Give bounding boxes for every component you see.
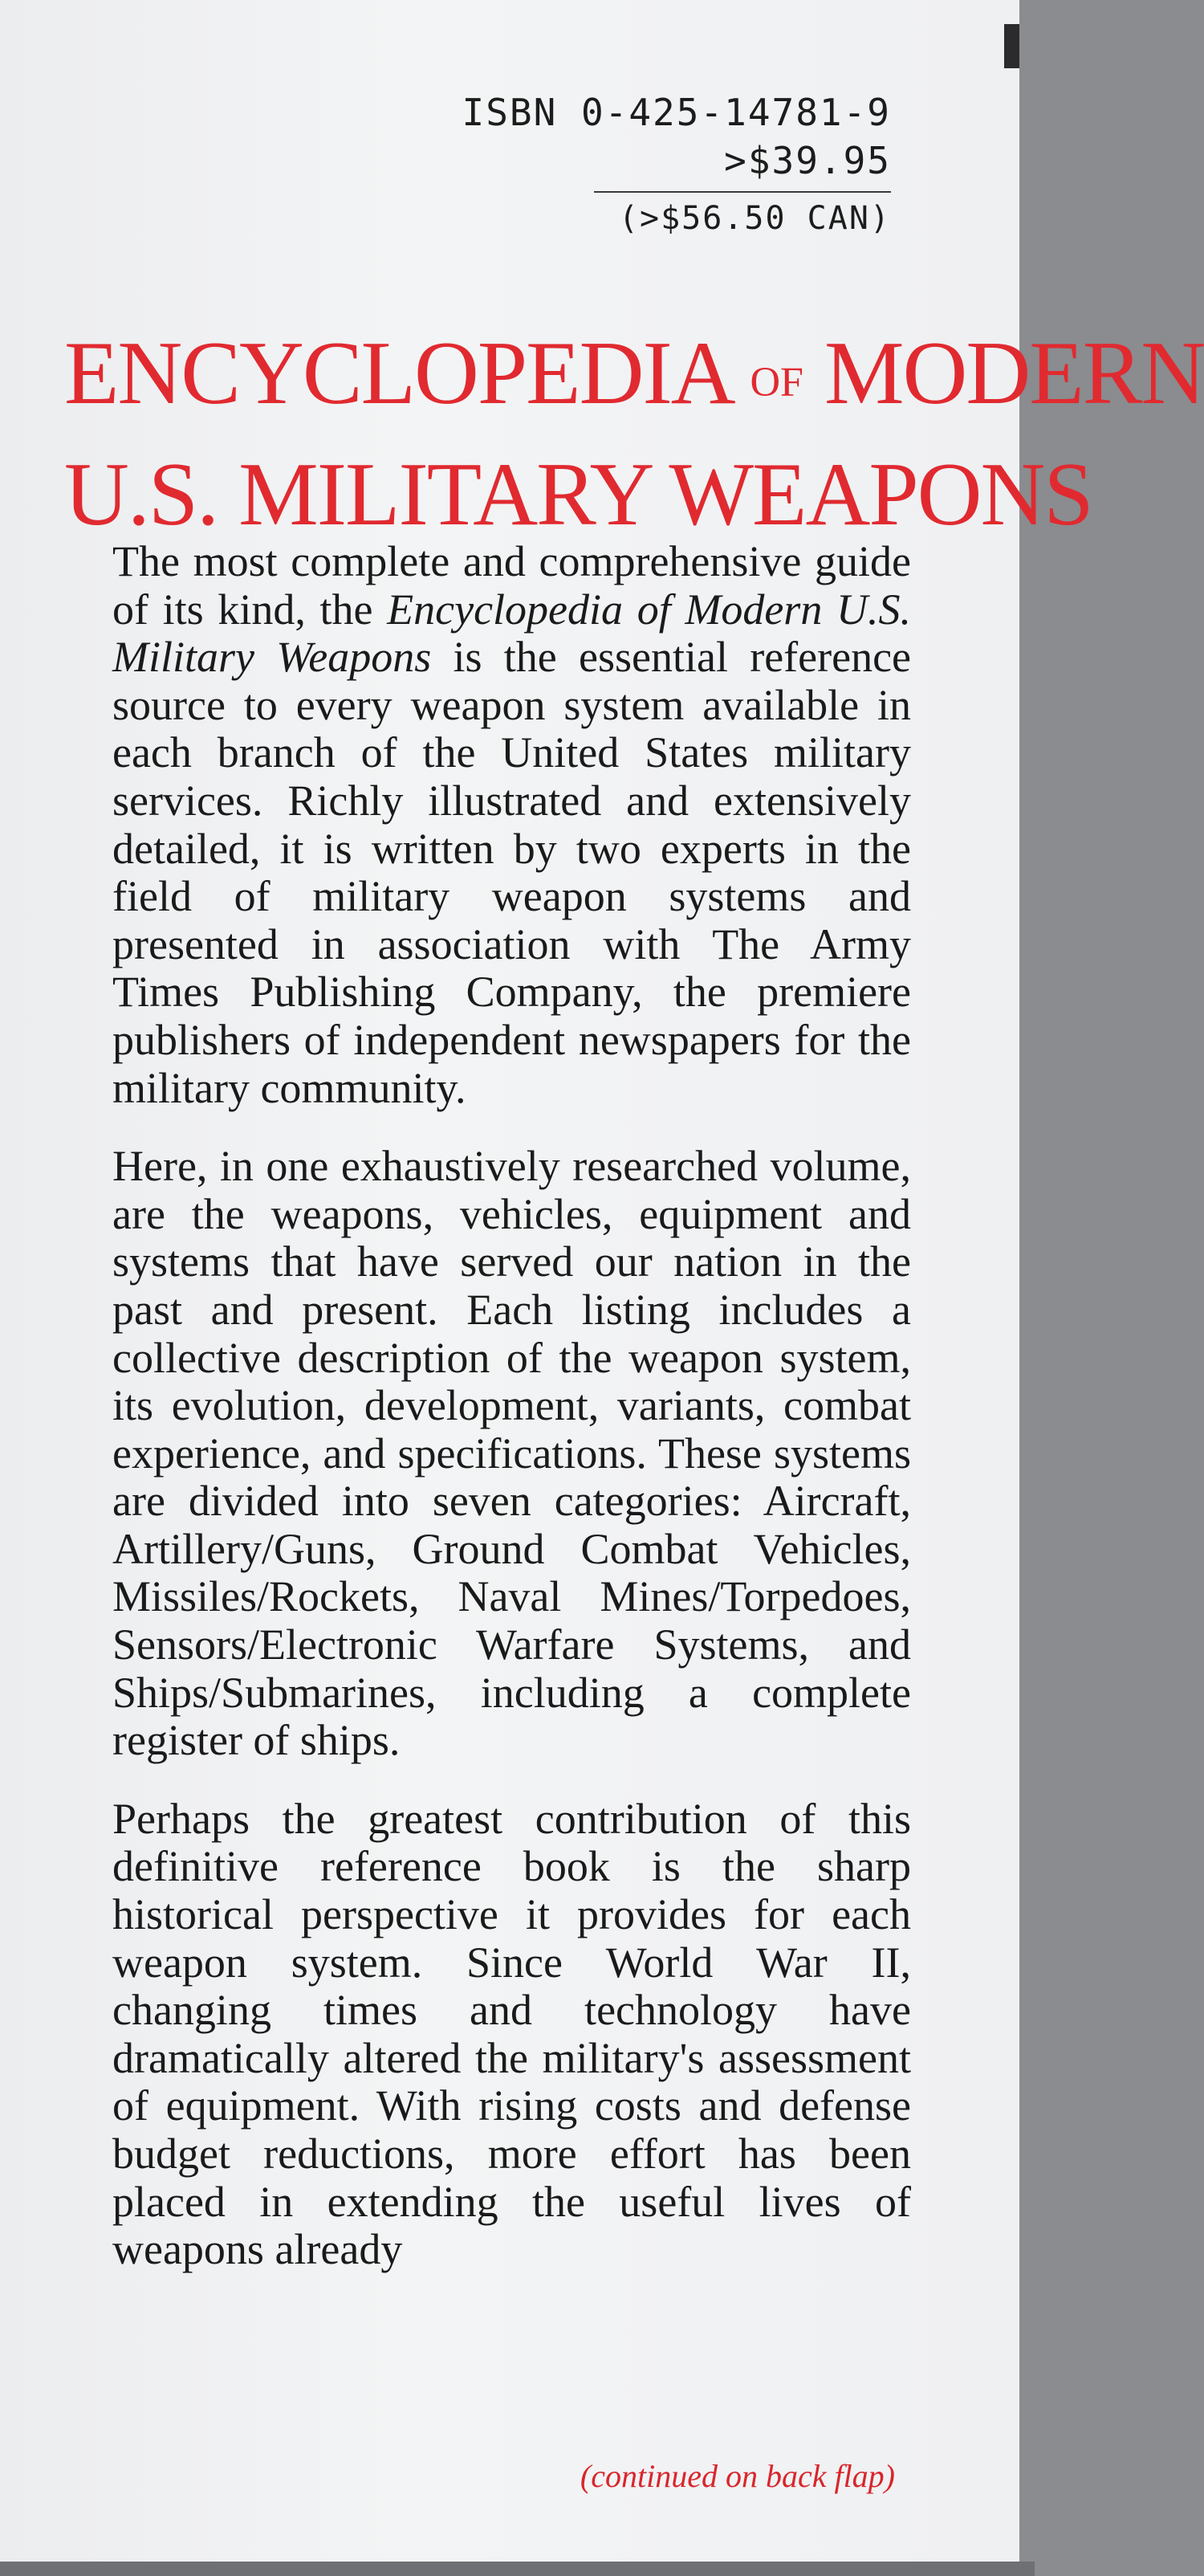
isbn-number: ISBN 0-425-14781-9	[462, 91, 891, 134]
flap-description	[112, 538, 911, 2305]
title-line-2: U.S. MILITARY WEAPONS	[64, 445, 1092, 545]
paragraph-1-book-title: Encyclopedia of Modern U.S. Military Weapons	[112, 585, 911, 682]
paragraph-1-start: The most complete and comprehensive guide of its kind, the	[112, 537, 911, 634]
continued-note: (continued on back flap)	[580, 2458, 895, 2494]
bottom-edge-shadow	[0, 2562, 1035, 2576]
edge-mark	[1004, 24, 1019, 68]
title-line-1	[64, 317, 1204, 438]
title-word-of: OF	[750, 359, 803, 406]
paragraph-1-end: is the essential reference source to every weapon system available in each branch of the United States military services. Richly illustrated and extensively detailed, it is written by two experts in the field of military weapon systems and presented in association with The Army Times Publishing Company, the premiere publishers of independent newspapers for the military community.	[112, 633, 912, 1112]
paragraph-2: Here, in one exhaustively researched volume, are the weapons, vehicles, equipment and systems that have served our nation in the past and present. Each listing includes a collective description of the weapon system, its evolution, development, variants, combat experience, and specifications. These systems are divided into seven categories: Aircraft, Artillery/Guns, Ground Combat Vehicles, Missiles/Rockets, Naval Mines/Torpedoes, Sensors/Electronic Warfare Systems, and Ships/Submarines, including a complete register of ships.	[112, 1142, 911, 1765]
paragraph-3: Perhaps the greatest contribution of this definitive reference book is the sharp historical perspective it provides for each weapon system. Since World War II, changing times and technology have dramatically altered the military's assessment of equipment. With rising costs and defense budget reductions, more effort has been placed in extending the useful lives of weapons already	[112, 1794, 911, 2274]
book-title	[64, 317, 1204, 551]
us-price: >$39.95	[724, 139, 891, 182]
title-word-modern: MODERN	[824, 324, 1204, 423]
title-word-encyclopedia: ENCYCLOPEDIA	[64, 324, 730, 423]
price-block	[441, 88, 891, 239]
paragraph-1	[112, 538, 911, 1112]
canadian-price: (>$56.50 CAN)	[618, 200, 891, 237]
price-divider	[594, 191, 891, 193]
